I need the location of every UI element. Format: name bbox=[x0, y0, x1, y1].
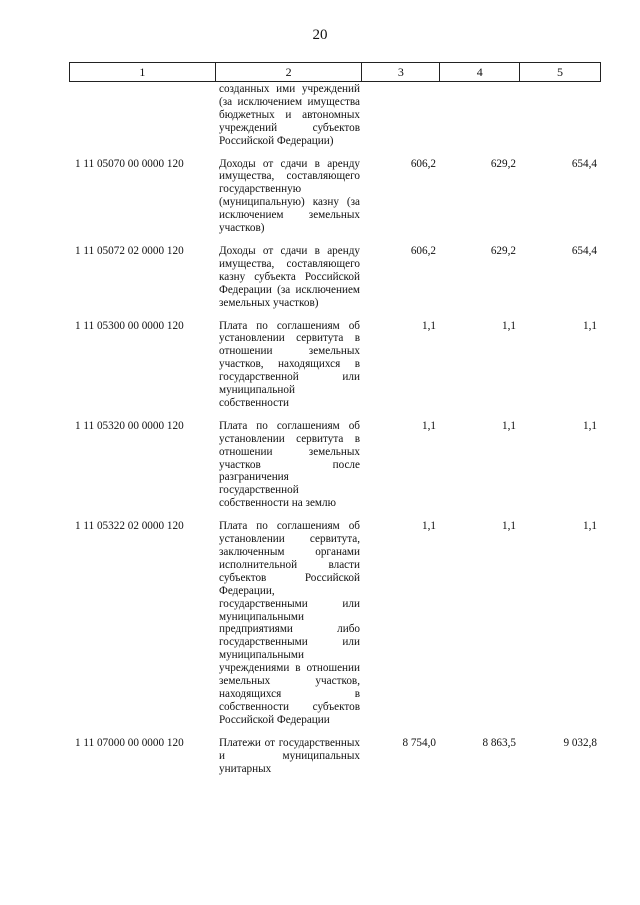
row-value-3: 654,4 bbox=[571, 157, 597, 170]
row-value-3: 654,4 bbox=[571, 244, 597, 257]
row-description: Плата по соглашениям об установлении сервитута, заключенным органами исполнительной власти субъектов Российской Федерации, государственными или муниципальными предприятиями либо государственными или муниципальными учреждениями в отношении земельных участков, находящихся в собственности субъектов Российской Федерации bbox=[219, 520, 360, 726]
row-description: Доходы от сдачи в аренду имущества, составляющего государственную (муниципальную) казну (за исключением земельных участков) bbox=[219, 157, 360, 235]
row-code: 1 11 05072 02 0000 120 bbox=[75, 244, 184, 257]
row-value-1: 606,2 bbox=[410, 157, 436, 170]
column-header-4: 4 bbox=[440, 63, 520, 82]
row-value-3 bbox=[520, 83, 601, 148]
row-value-2: 1,1 bbox=[502, 419, 516, 432]
row-description: Доходы от сдачи в аренду имущества, составляющего казну субъекта Российской Федерации (за исключением земельных участков) bbox=[219, 244, 360, 309]
row-value-2: 8 863,5 bbox=[482, 736, 516, 749]
table-row bbox=[69, 83, 601, 148]
row-value-2: 1,1 bbox=[502, 319, 516, 332]
table-row bbox=[69, 420, 601, 510]
row-code: 1 11 05322 02 0000 120 bbox=[75, 520, 184, 533]
row-value-2: 629,2 bbox=[490, 244, 516, 257]
row-value-1 bbox=[362, 83, 440, 148]
row-value-1: 1,1 bbox=[422, 419, 436, 432]
row-description: Платежи от государственных и муниципальных унитарных bbox=[219, 736, 360, 775]
column-header-5: 5 bbox=[520, 63, 601, 82]
table-row bbox=[69, 320, 601, 410]
column-header-1: 1 bbox=[70, 63, 216, 82]
row-description: Плата по соглашениям об установлении сервитута в отношении земельных участков, находящихся в государственной или муниципальной собственности bbox=[219, 319, 360, 409]
row-value-2: 629,2 bbox=[490, 157, 516, 170]
row-value-3: 9 032,8 bbox=[563, 736, 597, 749]
row-value-1: 606,2 bbox=[410, 244, 436, 257]
row-value-3: 1,1 bbox=[583, 520, 597, 533]
row-value-2 bbox=[440, 83, 520, 148]
row-value-3: 1,1 bbox=[583, 419, 597, 432]
table-body bbox=[69, 83, 601, 775]
table-row bbox=[69, 520, 601, 727]
row-code: 1 11 05070 00 0000 120 bbox=[75, 157, 184, 170]
page-number: 20 bbox=[312, 27, 328, 43]
row-description: созданных ими учреждений (за исключением имущества бюджетных и автономных учреждений субъектов Российской Федерации) bbox=[219, 83, 360, 147]
row-value-1: 8 754,0 bbox=[402, 736, 436, 749]
table-row bbox=[69, 158, 601, 235]
row-description: Плата по соглашениям об установлении сервитута в отношении земельных участков после разграничения государственной собственности на землю bbox=[219, 419, 360, 510]
column-header-2: 2 bbox=[215, 63, 362, 82]
row-value-1: 1,1 bbox=[422, 520, 436, 533]
row-code: 1 11 05320 00 0000 120 bbox=[75, 419, 184, 432]
row-code: 1 11 07000 00 0000 120 bbox=[75, 736, 184, 749]
row-value-3: 1,1 bbox=[583, 319, 597, 332]
row-value-2: 1,1 bbox=[502, 520, 516, 533]
table-row bbox=[69, 737, 601, 776]
row-code bbox=[69, 83, 215, 148]
row-value-1: 1,1 bbox=[422, 319, 436, 332]
column-header-3: 3 bbox=[362, 63, 440, 82]
row-code: 1 11 05300 00 0000 120 bbox=[75, 319, 184, 332]
table-row bbox=[69, 245, 601, 310]
table-header bbox=[69, 62, 601, 82]
